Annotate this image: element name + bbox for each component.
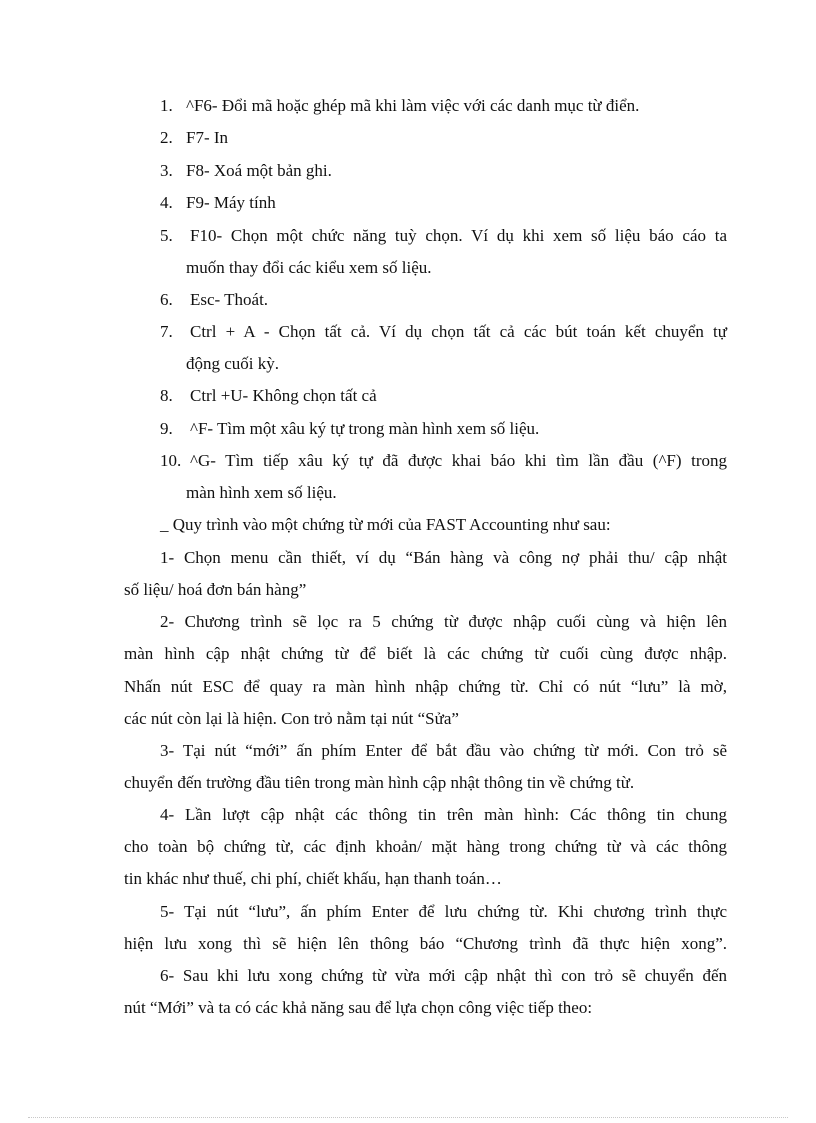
list-item: F10- Chọn một chức năng tuỳ chọn. Ví dụ khi xem số liệu báo cáo ta bbox=[190, 226, 727, 245]
list-item: F9- Máy tính bbox=[186, 193, 276, 212]
list-item: Esc- Thoát. bbox=[190, 290, 269, 309]
list-item: ^G- Tìm tiếp xâu ký tự đã được khai báo khi tìm lần đầu (^F) trong bbox=[190, 451, 727, 470]
step-text-continuation: nút “Mới” và ta có các khả năng sau để lựa chọn công việc tiếp theo: bbox=[124, 998, 593, 1017]
step-text-continuation: các nút còn lại là hiện. Con trỏ nằm tại nút “Sửa” bbox=[124, 709, 459, 728]
list-item-continuation: muốn thay đổi các kiểu xem số liệu. bbox=[186, 258, 432, 277]
list-item: ^F6- Đổi mã hoặc ghép mã khi làm việc với các danh mục từ điển. bbox=[186, 96, 640, 115]
step-text-continuation: chuyển đến trường đầu tiên trong màn hình cập nhật thông tin về chứng từ. bbox=[124, 773, 635, 792]
list-number: 3. bbox=[160, 161, 173, 180]
list-number: 10. bbox=[160, 451, 182, 470]
list-number: 1. bbox=[160, 96, 173, 115]
step-text-continuation: hiện lưu xong thì sẽ hiện lên thông báo “Chương trình đã thực hiện xong”. bbox=[124, 934, 727, 953]
step-text: 6- Sau khi lưu xong chứng từ vừa mới cập nhật thì con trỏ sẽ chuyển đến bbox=[160, 966, 727, 985]
step-text: 4- Lần lượt cập nhật các thông tin trên màn hình: Các thông tin chung bbox=[160, 805, 727, 824]
list-item: ^F- Tìm một xâu ký tự trong màn hình xem số liệu. bbox=[190, 419, 540, 438]
step-text-continuation: màn hình cập nhật chứng từ để biết là các chứng từ cuối cùng được nhập. bbox=[124, 644, 727, 663]
list-number: 5. bbox=[160, 226, 173, 245]
list-item: F7- In bbox=[186, 128, 229, 147]
step-text-continuation: tin khác như thuế, chi phí, chiết khấu, hạn thanh toán… bbox=[124, 869, 502, 888]
step-text: 2- Chương trình sẽ lọc ra 5 chứng từ được nhập cuối cùng và hiện lên bbox=[160, 612, 727, 631]
list-item: Ctrl + A - Chọn tất cả. Ví dụ chọn tất cả các bút toán kết chuyển tự bbox=[190, 322, 727, 341]
step-text-continuation: Nhấn nút ESC để quay ra màn hình nhập chứng từ. Chỉ có nút “lưu” là mờ, bbox=[124, 677, 727, 696]
step-text: 5- Tại nút “lưu”, ấn phím Enter để lưu chứng từ. Khi chương trình thực bbox=[160, 902, 727, 921]
list-item-continuation: màn hình xem số liệu. bbox=[186, 483, 337, 502]
step-text: 3- Tại nút “mới” ấn phím Enter để bắt đầu vào chứng từ mới. Con trỏ sẽ bbox=[160, 741, 727, 760]
step-text-continuation: số liệu/ hoá đơn bán hàng” bbox=[124, 580, 307, 599]
step-text: 1- Chọn menu cần thiết, ví dụ “Bán hàng và công nợ phải thu/ cập nhật bbox=[160, 548, 727, 567]
list-number: 6. bbox=[160, 290, 173, 309]
procedure-intro: _ Quy trình vào một chứng từ mới của FAST Accounting như sau: bbox=[160, 515, 611, 534]
list-number: 9. bbox=[160, 419, 173, 438]
list-number: 4. bbox=[160, 193, 173, 212]
list-number: 8. bbox=[160, 386, 173, 405]
list-item: Ctrl +U- Không chọn tất cả bbox=[190, 386, 377, 405]
step-text-continuation: cho toàn bộ chứng từ, các định khoản/ mặt hàng trong chứng từ và các thông bbox=[124, 837, 727, 856]
list-number: 2. bbox=[160, 128, 173, 147]
list-number: 7. bbox=[160, 322, 173, 341]
page-bottom-divider bbox=[28, 1117, 788, 1118]
list-item-continuation: động cuối kỳ. bbox=[186, 354, 280, 373]
list-item: F8- Xoá một bản ghi. bbox=[186, 161, 332, 180]
